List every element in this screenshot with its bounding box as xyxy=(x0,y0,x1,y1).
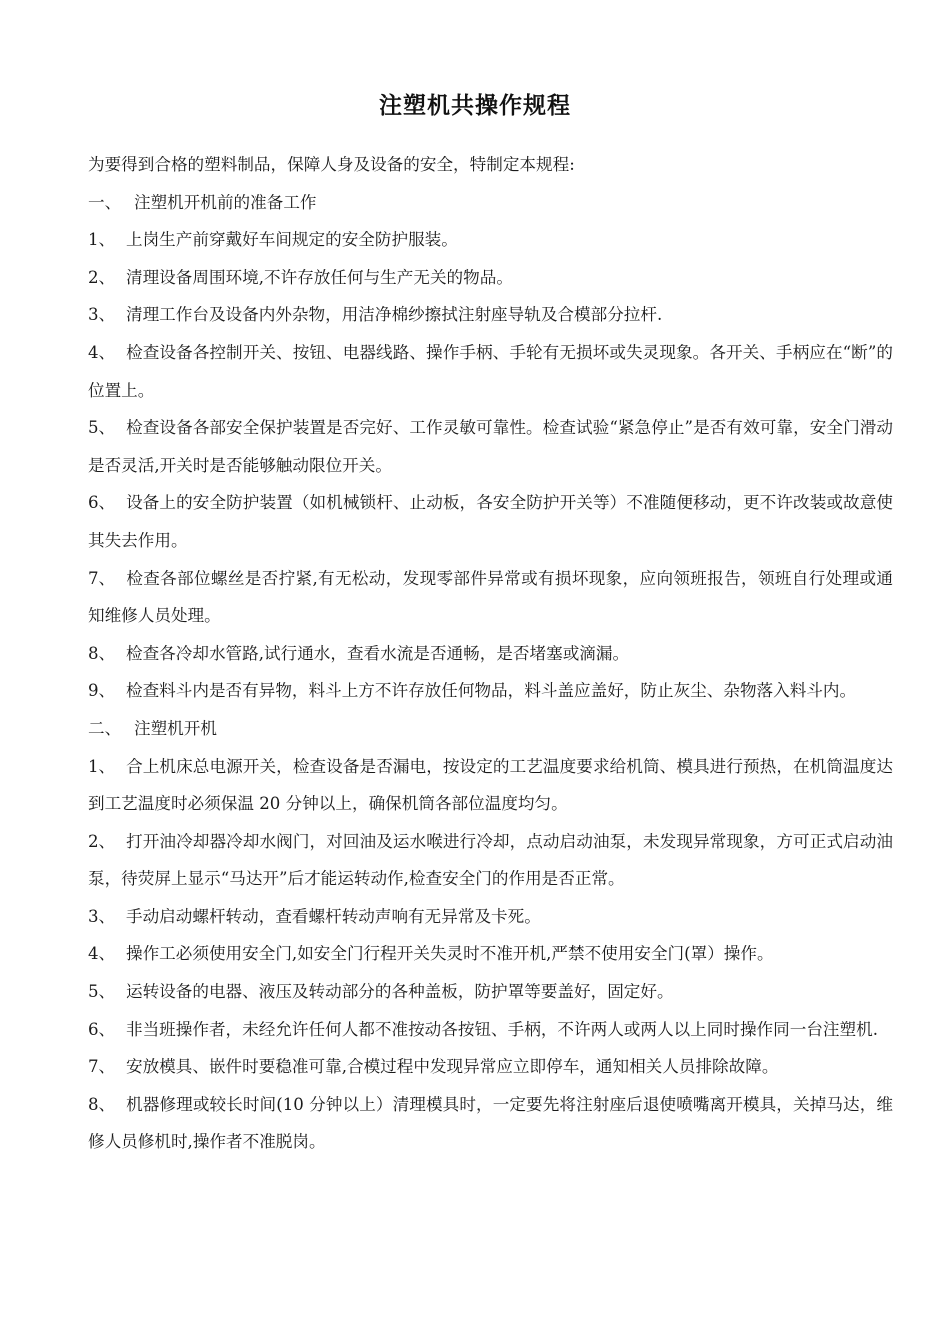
item-text: 安放模具、嵌件时要稳准可靠,合模过程中发现异常应立即停车，通知相关人员排除故障。 xyxy=(126,1057,779,1077)
item-number: 7、 xyxy=(88,568,116,588)
item-number: 9、 xyxy=(88,681,116,701)
list-item xyxy=(88,560,893,635)
item-number: 4、 xyxy=(88,944,116,964)
item-text: 清理工作台及设备内外杂物，用洁净棉纱擦拭注射座导轨及合模部分拉杆. xyxy=(126,305,663,325)
item-text: 运转设备的电器、液压及转动部分的各种盖板，防护罩等要盖好，固定好。 xyxy=(126,982,674,1002)
list-item xyxy=(88,221,893,259)
section-title: 注塑机开机前的准备工作 xyxy=(134,192,317,212)
item-text: 非当班操作者，未经允许任何人都不准按动各按钮、手柄，不许两人或两人以上同时操作同一台注塑机. xyxy=(126,1019,878,1039)
item-number: 2、 xyxy=(88,267,116,287)
item-text: 检查各部位螺丝是否拧紧,有无松动，发现零部件异常或有损坏现象，应向领班报告，领班自行处理或通知维修人员处理。 xyxy=(88,568,893,626)
list-item xyxy=(88,334,893,409)
item-text: 清理设备周围环境,不许存放任何与生产无关的物品。 xyxy=(126,267,513,287)
list-item xyxy=(88,672,893,710)
item-number: 5、 xyxy=(88,982,116,1002)
document-title: 注塑机共操作规程 xyxy=(379,93,571,119)
section-number: 一、 xyxy=(88,192,122,212)
list-item xyxy=(88,484,893,559)
item-text: 上岗生产前穿戴好车间规定的安全防护服装。 xyxy=(126,230,458,250)
list-item xyxy=(88,296,893,334)
list-item xyxy=(88,1048,893,1086)
document-body xyxy=(88,146,893,1161)
item-text: 检查料斗内是否有异物，料斗上方不许存放任何物品，料斗盖应盖好，防止灰尘、杂物落入料斗内。 xyxy=(126,681,857,701)
item-number: 1、 xyxy=(88,756,116,776)
list-item xyxy=(88,635,893,673)
list-item xyxy=(88,259,893,297)
intro-paragraph: 为要得到合格的塑料制品，保障人身及设备的安全，特制定本规程: xyxy=(88,155,575,174)
item-text: 操作工必须使用安全门,如安全门行程开关失灵时不准开机,严禁不使用安全门(罩）操作。 xyxy=(126,944,774,964)
item-text: 合上机床总电源开关，检查设备是否漏电，按设定的工艺温度要求给机筒、模具进行预热，在机筒温度达到工艺温度时必须保温 20 分钟以上，确保机筒各部位温度均匀。 xyxy=(88,756,893,814)
item-number: 3、 xyxy=(88,906,116,926)
item-number: 6、 xyxy=(88,1019,116,1039)
item-number: 3、 xyxy=(88,305,116,325)
item-number: 1、 xyxy=(88,230,116,250)
list-item xyxy=(88,748,893,823)
item-text: 检查设备各部安全保护装置是否完好、工作灵敏可靠性。检查试验“紧急停止”是否有效可靠，安全门滑动是否灵活,开关时是否能够触动限位开关。 xyxy=(88,418,893,475)
item-number: 7、 xyxy=(88,1057,116,1077)
list-item xyxy=(88,935,893,973)
list-item xyxy=(88,898,893,936)
section-heading-2 xyxy=(88,710,893,748)
list-item xyxy=(88,973,893,1011)
item-text: 机器修理或较长时间(10 分钟以上）清理模具时，一定要先将注射座后退使喷嘴离开模具，关掉马达，维修人员修机时,操作者不准脱岗。 xyxy=(88,1094,893,1152)
list-item xyxy=(88,1011,893,1049)
section-heading-1 xyxy=(88,184,893,222)
item-number: 8、 xyxy=(88,643,116,663)
item-text: 检查设备各控制开关、按钮、电器线路、操作手柄、手轮有无损坏或失灵现象。各开关、手柄应在“断”的位置上。 xyxy=(88,342,893,400)
list-item xyxy=(88,1086,893,1161)
item-number: 8、 xyxy=(88,1094,116,1114)
item-text: 设备上的安全防护装置（如机械锁杆、止动板，各安全防护开关等）不准随便移动，更不许改装或故意使其失去作用。 xyxy=(88,493,893,550)
item-text: 检查各冷却水管路,试行通水，查看水流是否通畅，是否堵塞或滴漏。 xyxy=(126,643,630,663)
item-text: 手动启动螺杆转动，查看螺杆转动声响有无异常及卡死。 xyxy=(126,906,541,926)
section-title: 注塑机开机 xyxy=(134,718,217,738)
item-number: 5、 xyxy=(88,418,116,438)
list-item xyxy=(88,823,893,898)
item-number: 6、 xyxy=(88,493,116,513)
item-number: 4、 xyxy=(88,342,116,362)
section-number: 二、 xyxy=(88,718,122,738)
list-item xyxy=(88,409,893,484)
item-number: 2、 xyxy=(88,831,116,851)
item-text: 打开油冷却器冷却水阀门，对回油及运水喉进行冷却，点动启动油泵，未发现异常现象，方可正式启动油泵，待荧屏上显示“马达开”后才能运转动作,检查安全门的作用是否正常。 xyxy=(88,831,893,889)
